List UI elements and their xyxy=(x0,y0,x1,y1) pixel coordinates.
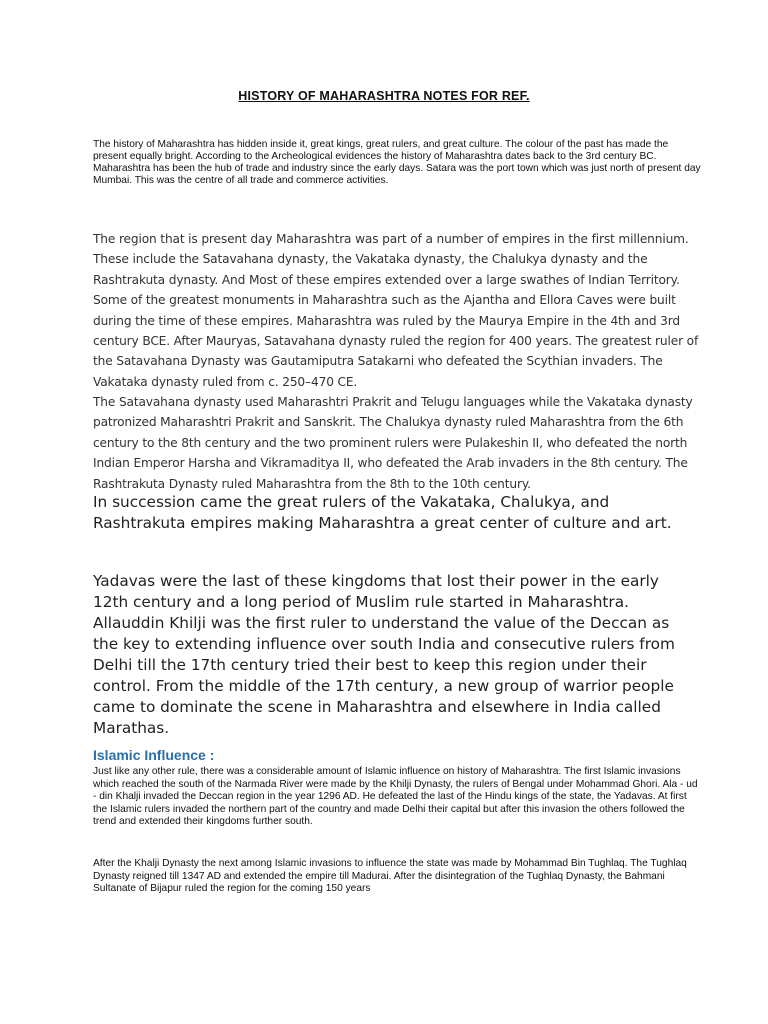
empires-paragraph: The region that is present day Maharashtra was part of a number of empires in the first millennium. These include the Satavahana dynasty, the Vakataka dynasty, the Chalukya dynasty and the Rashtrakuta dynasty. And Most of these empires extended over a large swathes of Indian Territory. Some of the greatest monuments in Maharashtra such as the Ajantha and Ellora Caves were built during the time of these empires. Maharashtra was ruled by the Maurya Empire in the 4th and 3rd century BCE. After Mauryas, Satavahana dynasty ruled the region for 400 years. The greatest ruler of the Satavahana Dynasty was Gautamiputra Satakarni who defeated the Scythian invaders. The Vakataka dynasty ruled from c. 250–470 CE. xyxy=(93,232,699,389)
islamic-influence-heading: Islamic Influence : xyxy=(93,747,215,763)
yadavas-paragraph: Yadavas were the last of these kingdoms that lost their power in the early 12th century and a long period of Muslim rule started in Maharashtra. Allauddin Khilji was the first ruler to understand the value of the Deccan as the key to extending influence over south India and consecutive rulers from Delhi till the 17th century tried their best to keep this region under their control. From the middle of the 17th century, a new group of warrior people came to dominate the scene in Maharashtra and elsewhere in India called Marathas. xyxy=(93,572,675,737)
succession-paragraph: In succession came the great rulers of the Vakataka, Chalukya, and Rashtrakuta empires making Maharashtra a great center of culture and art. xyxy=(93,493,672,532)
islamic-paragraph-1: Just like any other rule, there was a considerable amount of Islamic influence on history of Maharashtra. The first Islamic invasions which reached the south of the Narmada River were made by the Khilji Dynasty, the rulers of Bengal under Mohammad Ghori. Ala - ud - din Khalji invaded the Deccan region in the year 1296 AD. He defeated the last of the Hindu kings of the state, the Yadavas. At first the Islamic rulers invaded the northern part of the country and made Delhi their capital but after this invasion the others followed the trend and extended their kingdoms further south. xyxy=(93,766,698,828)
intro-paragraph: The history of Maharashtra has hidden inside it, great kings, great rulers, and great culture. The colour of the past has made the present equally bright. According to the Archeological evidences the history of Maharashtra dates back to the 3rd century BC. Maharashtra has been the hub of trade and industry since the early days. Satara was the port town which was just north of present day Mumbai. This was the centre of all trade and commerce activities. xyxy=(93,139,701,186)
languages-paragraph: The Satavahana dynasty used Maharashtri Prakrit and Telugu languages while the Vakataka dynasty patronized Maharashtri Prakrit and Sanskrit. The Chalukya dynasty ruled Maharashtra from the 6th century to the 8th century and the two prominent rulers were Pulakeshin II, who defeated the north Indian Emperor Harsha and Vikramaditya II, who defeated the Arab invaders in the 8th century. The Rashtrakuta Dynasty ruled Maharashtra from the 8th to the 10th century. xyxy=(93,395,693,491)
islamic-paragraph-2: After the Khalji Dynasty the next among Islamic invasions to influence the state was made by Mohammad Bin Tughlaq. The Tughlaq Dynasty reigned till 1347 AD and extended the empire till Madurai. After the disintegration of the Tughlaq Dynasty, the Bahmani Sultanate of Bijapur ruled the region for the coming 150 years xyxy=(93,858,687,895)
document-title: HISTORY OF MAHARASHTRA NOTES FOR REF. xyxy=(238,89,530,103)
